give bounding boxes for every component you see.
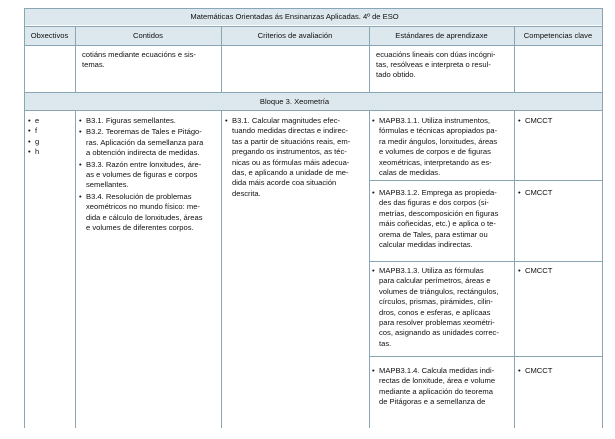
competence-item: • CMCCT bbox=[518, 366, 598, 376]
standard-cell bbox=[372, 116, 512, 178]
header-standards: Estándares de aprendizaxe bbox=[395, 31, 488, 40]
standard-item: • MAPB3.1.1. Utiliza instrumentos, fórmulas e técnicas apropiados pa- ra medir ángulos, lonxitudes, áreas e volumes de corpos e de figuras xeométricas, interpretando as es- calas de medidas. bbox=[372, 116, 512, 178]
standard-item: • MAPB3.1.2. Emprega as propieda- des das figuras e dos corpos (si- metrías, descomposición en figuras máis coñecidas, etc.) e aplica o te- orema de Tales, para estimar ou calcular medidas indirectas. bbox=[372, 188, 512, 250]
standard-cell bbox=[372, 266, 512, 349]
objectives-list bbox=[28, 116, 72, 158]
standard-cell bbox=[372, 188, 512, 250]
contents-list bbox=[79, 116, 219, 234]
table-title: Matemáticas Orientadas ás Ensinanzas Aplicadas. 4º de ESO bbox=[190, 12, 399, 21]
criteria-list bbox=[225, 116, 367, 199]
content-item: • B3.3. Razón entre lonxitudes, áre- as e volumes de figuras e corpos semellantes. bbox=[79, 160, 219, 191]
standard-cell bbox=[372, 366, 512, 408]
competence-cell bbox=[518, 188, 598, 198]
competence-item: • CMCCT bbox=[518, 116, 598, 126]
carry-contents-line: temas. bbox=[82, 60, 105, 69]
competence-cell bbox=[518, 366, 598, 376]
competence-item: • CMCCT bbox=[518, 188, 598, 198]
header-criteria: Criterios de avaliación bbox=[257, 31, 333, 40]
objective-item: • e bbox=[28, 116, 72, 126]
header-competences: Competencias clave bbox=[523, 31, 593, 40]
header-objectives: Obxectivos bbox=[30, 31, 69, 40]
objective-item: • f bbox=[28, 126, 72, 136]
carry-standards-line: ecuacións lineais con dúas incógni- bbox=[376, 50, 496, 59]
objective-item: • g bbox=[28, 137, 72, 147]
content-item: • B3.4. Resolución de problemas xeométricos no mundo físico: me- dida e cálculo de lonxitudes, áreas e volumes de diferentes corpos. bbox=[79, 192, 219, 234]
header-contents: Contidos bbox=[133, 31, 163, 40]
criterion-item: • B3.1. Calcular magnitudes efec- tuando medidas directas e indirec- tas a partir de situacións reais, em- pregando os instrumentos, as téc- nicas ou as fórmulas máis adecua- das, e aplicando a unidade de me- dida máis acorde coa situación descrita. bbox=[225, 116, 367, 199]
block-title: Bloque 3. Xeometría bbox=[259, 97, 330, 106]
competence-item: • CMCCT bbox=[518, 266, 598, 276]
carry-contents-line: cotiáns mediante ecuacións e sis- bbox=[82, 50, 196, 59]
carry-standards-line: tado obtido. bbox=[376, 70, 416, 79]
carry-standards-line: tas, resólveas e interpreta o resul- bbox=[376, 60, 491, 69]
objective-item: • h bbox=[28, 147, 72, 157]
content-item: • B3.1. Figuras semellantes. bbox=[79, 116, 219, 126]
standard-item: • MAPB3.1.4. Calcula medidas indi- rectas de lonxitude, área e volume mediante a aplicación do teorema de Pitágoras e a semellanza de bbox=[372, 366, 512, 408]
competence-cell bbox=[518, 116, 598, 126]
content-item: • B3.2. Teoremas de Tales e Pitágo- ras. Aplicación da semellanza para a obtención indirecta de medidas. bbox=[79, 127, 219, 158]
standard-item: • MAPB3.1.3. Utiliza as fórmulas para calcular perímetros, áreas e volumes de triángulos, rectángulos, círculos, prismas, pirámides, cilin- dros, conos e esferas, e aplícaas para resolver problemas xeométri- cos, asignando as unidades correc- tas. bbox=[372, 266, 512, 349]
competence-cell bbox=[518, 266, 598, 276]
